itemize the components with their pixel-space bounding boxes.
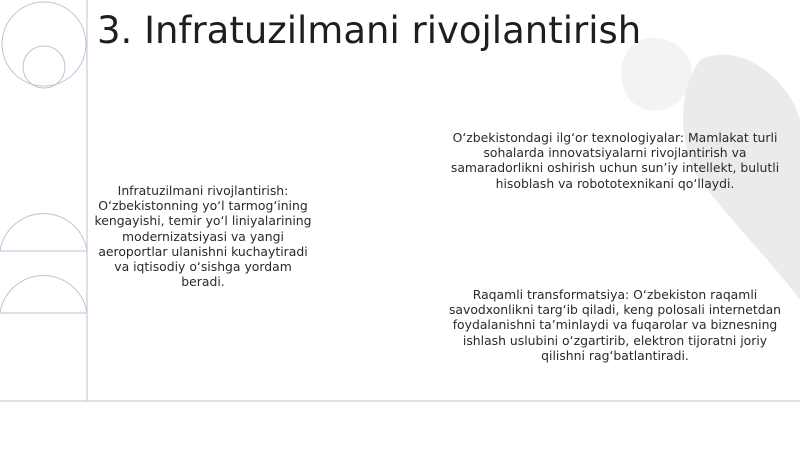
digital-transformation-paragraph: Raqamli transformatsiya: O‘zbekiston raqamli savodxonlikni targ‘ib qiladi, keng polosali internetdan foydalanishni ta’minlaydi va fuqarolar va biznesning ishlash uslubini o‘zgartirib, elektron tijoratni joriy qilishni rag‘batlantiradi.	[448, 287, 782, 363]
slide-title: 3. Infratuzilmani rivojlantirish	[97, 9, 642, 52]
technologies-paragraph: O‘zbekistondagi ilg‘or texnologiyalar: Mamlakat turli sohalarda innovatsiyalarni rivojlantirish va samaradorlikni oshirish uchun sun’iy intellekt, bulutli hisoblash va robototexnikani qo‘llaydi.	[450, 130, 780, 191]
infrastructure-paragraph: Infratuzilmani rivojlantirish: O‘zbekistonning yo‘l tarmog‘ining kengayishi, temir yo‘l liniyalarining modernizatsiyasi va yangi aeroportlar ulanishni kuchaytiradi va iqtisodiy o‘sishga yordam beradi.	[94, 183, 312, 290]
